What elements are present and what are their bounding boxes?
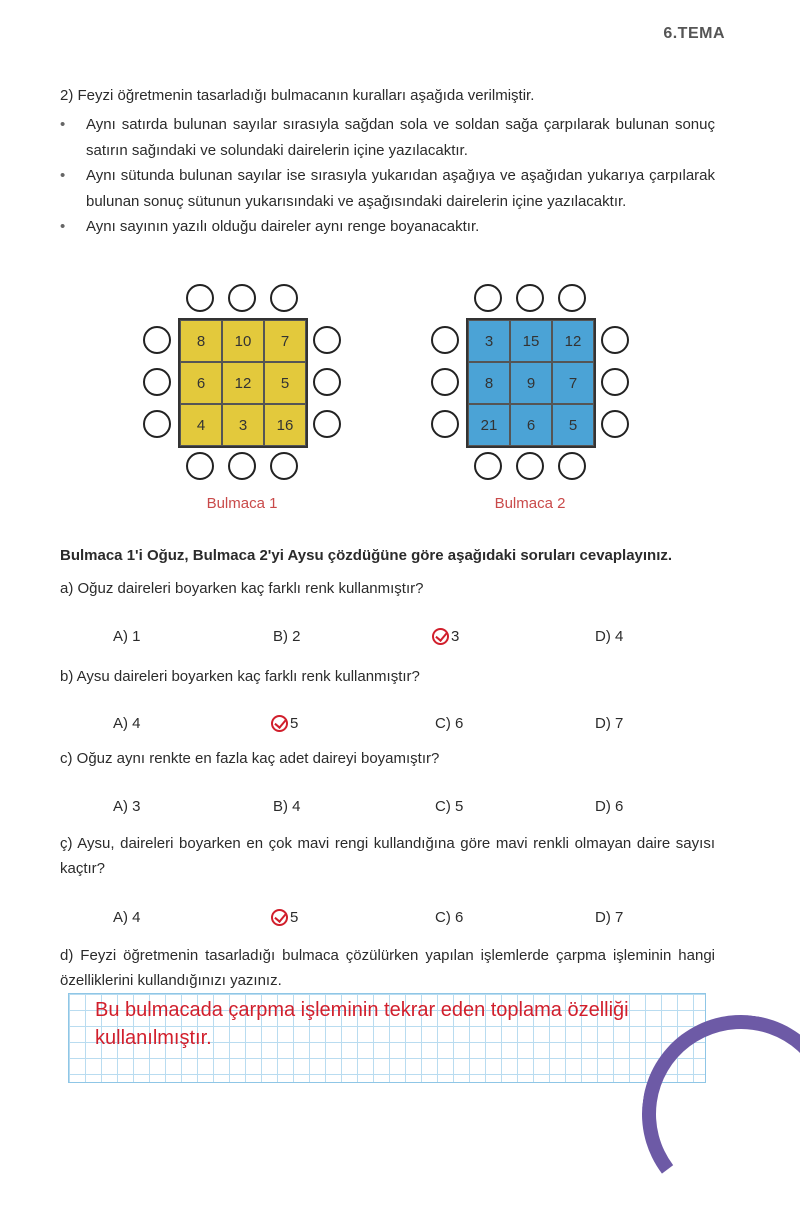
grid-cell: 7 — [552, 362, 594, 404]
checkmark-icon — [271, 715, 288, 732]
option-label: A) 4 — [113, 715, 141, 732]
rule-item: • Aynı sütunda bulunan sayılar ise sırasıyla yukarıdan aşağıya ve aşağıdan yukarıya çarpılarak bulunan sonuç sütunun yukarısındaki ve aşağısındaki dairelerin içine yazılacaktır. — [60, 163, 715, 214]
grid-cell: 10 — [222, 320, 264, 362]
grid-cell: 5 — [552, 404, 594, 446]
answer-circle[interactable] — [270, 452, 298, 480]
answer-circle[interactable] — [601, 368, 629, 396]
answer-circle[interactable] — [516, 284, 544, 312]
question-c: c) Oğuz aynı renkte en fazla kaç adet daireyi boyamıştır? — [60, 750, 440, 767]
rule-item: • Aynı satırda bulunan sayılar sırasıyla sağdan sola ve soldan sağa çarpılarak bulunan sonuç satırın sağındaki ve solundaki dairelerin içine yazılacaktır. — [60, 112, 715, 163]
option-label: A) 1 — [113, 628, 141, 645]
option-d[interactable] — [595, 628, 623, 645]
question-a: a) Oğuz daireleri boyarken kaç farklı renk kullanmıştır? — [60, 580, 424, 597]
answer-circle[interactable] — [431, 410, 459, 438]
grid-cell: 6 — [510, 404, 552, 446]
grid-cell: 7 — [264, 320, 306, 362]
grid-cell: 9 — [510, 362, 552, 404]
checkmark-icon — [432, 628, 449, 645]
grid-cell: 8 — [468, 362, 510, 404]
answer-circle[interactable] — [431, 368, 459, 396]
option-d[interactable] — [595, 798, 623, 815]
question-d: d) Feyzi öğretmenin tasarladığı bulmaca çözülürken yapılan işlemlerde çarpma işleminin hangi özelliklerini kullandığınızı yazınız. — [60, 947, 715, 989]
answer-circle[interactable] — [558, 284, 586, 312]
option-d[interactable] — [595, 909, 623, 926]
option-a[interactable] — [113, 628, 141, 645]
question-intro: 2) Feyzi öğretmenin tasarladığı bulmacanın kuralları aşağıda verilmiştir. — [60, 87, 535, 104]
answer-circle[interactable] — [474, 452, 502, 480]
option-b[interactable] — [271, 715, 298, 732]
option-b[interactable] — [273, 628, 301, 645]
answer-circle[interactable] — [601, 326, 629, 354]
question-c-cedilla: ç) Aysu, daireleri boyarken en çok mavi rengi kullandığına göre mavi renkli olmayan daire sayısı kaçtır? — [60, 835, 715, 877]
theme-header: 6.TEMA — [663, 25, 725, 42]
option-label: B) 4 — [273, 798, 301, 815]
option-label: A) 4 — [113, 909, 141, 926]
option-a[interactable] — [113, 798, 141, 815]
option-label: 3 — [451, 628, 460, 645]
option-label: C) 6 — [435, 715, 464, 732]
option-label: D) 7 — [595, 909, 624, 926]
option-label: C) 5 — [435, 798, 464, 815]
handwritten-answer: Bu bulmacada çarpma işleminin tekrar eden toplama özelliği kullanılmıştır. — [95, 999, 629, 1049]
answer-circle[interactable] — [186, 284, 214, 312]
answer-circle[interactable] — [313, 410, 341, 438]
puzzle-caption: Bulmaca 2 — [494, 495, 566, 512]
answer-circle[interactable] — [313, 368, 341, 396]
number-grid — [178, 318, 308, 448]
option-label: D) 7 — [595, 715, 624, 732]
answer-circle[interactable] — [431, 326, 459, 354]
option-label: B) 2 — [273, 628, 301, 645]
option-label: 5 — [290, 715, 299, 732]
answer-circle[interactable] — [516, 452, 544, 480]
option-b[interactable] — [271, 909, 298, 926]
rules-list — [60, 112, 715, 240]
option-c[interactable] — [435, 909, 463, 926]
answer-circle[interactable] — [228, 452, 256, 480]
option-label: D) 6 — [595, 798, 624, 815]
grid-cell: 6 — [180, 362, 222, 404]
grid-cell: 12 — [222, 362, 264, 404]
answer-circle[interactable] — [270, 284, 298, 312]
grid-cell: 21 — [468, 404, 510, 446]
number-grid — [466, 318, 596, 448]
option-b[interactable] — [273, 798, 301, 815]
instruction-text: Bulmaca 1'i Oğuz, Bulmaca 2'yi Aysu çözdüğüne göre aşağıdaki soruları cevaplayınız. — [60, 547, 673, 564]
puzzle-1 — [142, 282, 342, 492]
option-label: A) 3 — [113, 798, 141, 815]
grid-cell: 4 — [180, 404, 222, 446]
rule-item: • Aynı sayının yazılı olduğu daireler aynı renge boyanacaktır. — [60, 214, 715, 240]
answer-circle[interactable] — [186, 452, 214, 480]
answer-circle[interactable] — [143, 368, 171, 396]
answer-circle[interactable] — [143, 410, 171, 438]
grid-cell: 5 — [264, 362, 306, 404]
grid-cell: 8 — [180, 320, 222, 362]
puzzle-2 — [430, 282, 630, 492]
grid-cell: 16 — [264, 404, 306, 446]
option-c[interactable] — [435, 715, 463, 732]
answer-circle[interactable] — [143, 326, 171, 354]
answer-circle[interactable] — [601, 410, 629, 438]
grid-cell: 3 — [468, 320, 510, 362]
question-b: b) Aysu daireleri boyarken kaç farklı renk kullanmıştır? — [60, 668, 420, 685]
option-a[interactable] — [113, 909, 141, 926]
option-label: C) 6 — [435, 909, 464, 926]
grid-cell: 12 — [552, 320, 594, 362]
option-label: 5 — [290, 909, 299, 926]
answer-circle[interactable] — [313, 326, 341, 354]
puzzle-caption: Bulmaca 1 — [206, 495, 278, 512]
option-label: D) 4 — [595, 628, 624, 645]
option-c[interactable] — [432, 628, 459, 645]
answer-circle[interactable] — [228, 284, 256, 312]
grid-cell: 15 — [510, 320, 552, 362]
option-d[interactable] — [595, 715, 623, 732]
checkmark-icon — [271, 909, 288, 926]
option-c[interactable] — [435, 798, 463, 815]
answer-circle[interactable] — [558, 452, 586, 480]
option-a[interactable] — [113, 715, 141, 732]
answer-circle[interactable] — [474, 284, 502, 312]
grid-cell: 3 — [222, 404, 264, 446]
